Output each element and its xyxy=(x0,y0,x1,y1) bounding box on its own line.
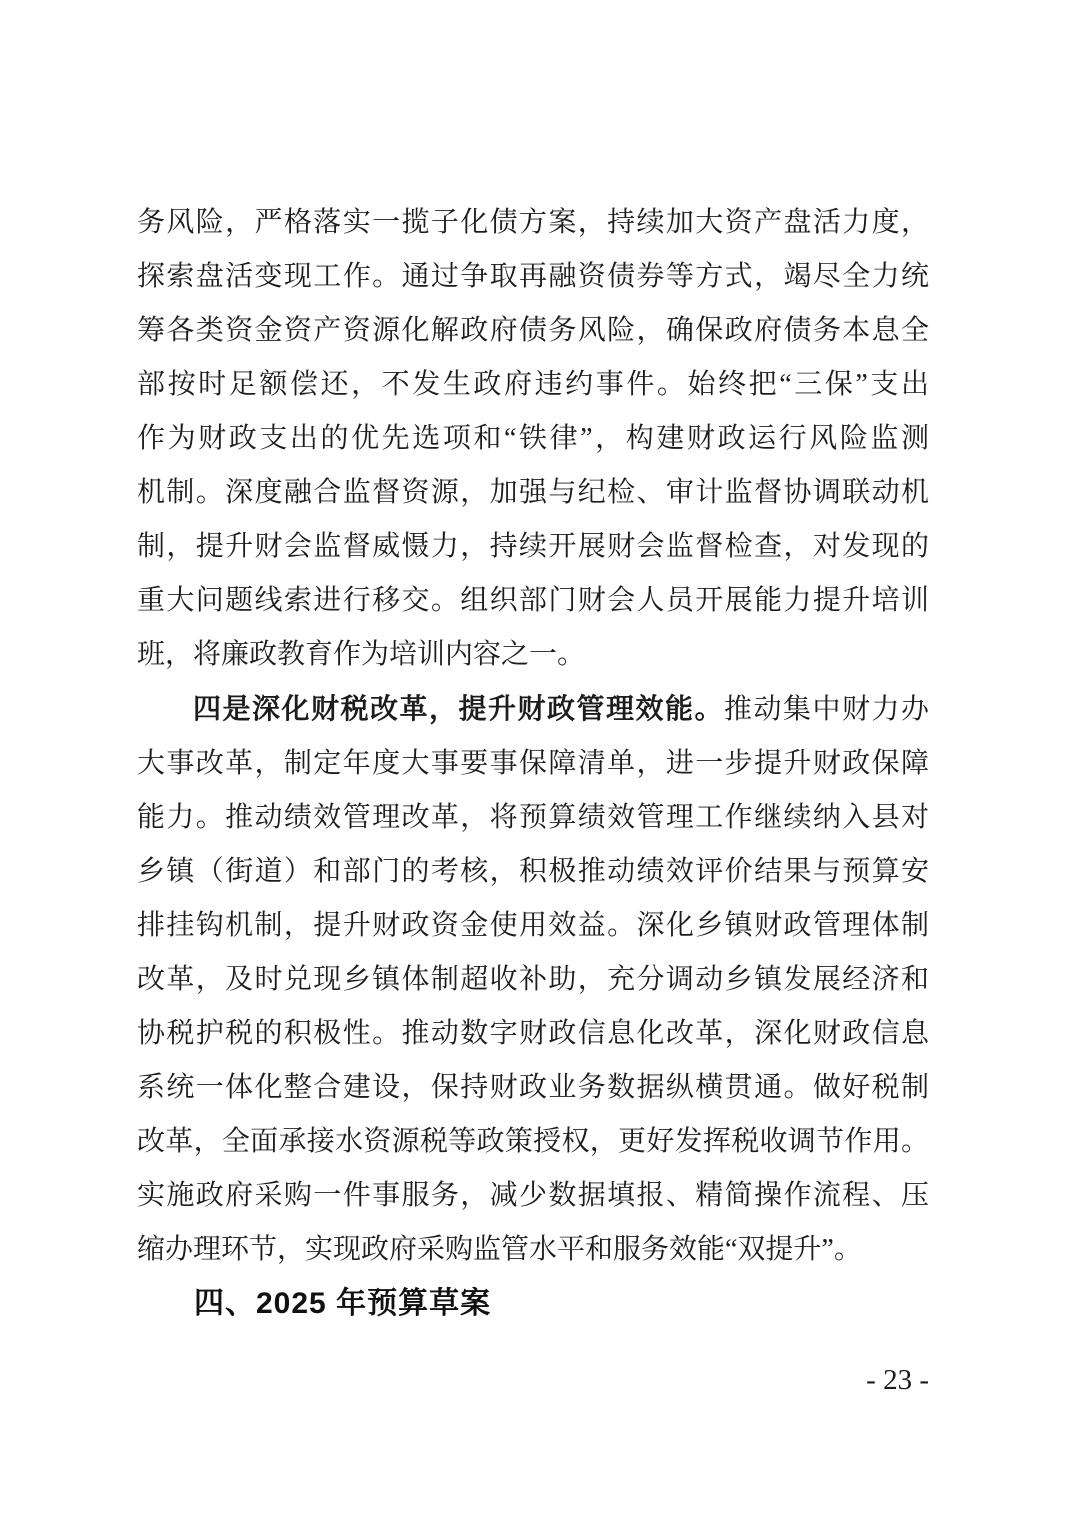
text-line: 班，将廉政教育作为培训内容之一。 xyxy=(137,639,586,670)
paragraph-fiscal-reform-lines xyxy=(137,737,929,1277)
text-line: 筹各类资金资产资源化解政府债务风险，确保政府债务本息全 xyxy=(137,315,929,346)
text-line: 实施政府采购一件事服务，减少数据填报、精简操作流程、压 xyxy=(137,1180,929,1211)
paragraph-lead-continuation: 推动集中财力办 xyxy=(723,694,929,725)
section-heading-text: 四、2025 年预算草案 xyxy=(194,1287,492,1320)
text-line: 改革，及时兑现乡镇体制超收补助，充分调动乡镇发展经济和 xyxy=(137,964,929,995)
paragraph-fiscal-reform xyxy=(137,682,929,1277)
text-line: 机制。深度融合监督资源，加强与纪检、审计监督协调联动机 xyxy=(137,477,929,508)
text-line: 制，提升财会监督威慑力，持续开展财会监督检查，对发现的 xyxy=(137,531,929,562)
text-line: 缩办理环节，实现政府采购监管水平和服务效能“双提升”。 xyxy=(137,1234,862,1265)
page-number: - 23 - xyxy=(866,1364,929,1396)
text-line: 重大问题线索进行移交。组织部门财会人员开展能力提升培训 xyxy=(137,585,929,616)
section-heading xyxy=(137,1277,929,1331)
document-body xyxy=(137,196,929,1331)
page-footer xyxy=(137,1362,929,1398)
text-line: 排挂钩机制，提升财政资金使用效益。深化乡镇财政管理体制 xyxy=(137,910,929,941)
text-line: 系统一体化整合建设，保持财政业务数据纵横贯通。做好税制 xyxy=(137,1072,929,1103)
text-line: 能力。推动绩效管理改革，将预算绩效管理工作继续纳入县对 xyxy=(137,802,929,833)
text-line: 大事改革，制定年度大事要事保障清单，进一步提升财政保障 xyxy=(137,748,929,779)
text-line: 乡镇（街道）和部门的考核，积极推动绩效评价结果与预算安 xyxy=(137,856,929,887)
paragraph-debt-risk xyxy=(137,196,929,682)
text-line: 务风险，严格落实一揽子化债方案，持续加大资产盘活力度， xyxy=(137,207,929,238)
text-line: 作为财政支出的优先选项和“铁律”，构建财政运行风险监测 xyxy=(137,423,929,454)
text-line: 部按时足额偿还，不发生政府违约事件。始终把“三保”支出 xyxy=(137,369,929,400)
text-line: 改革，全面承接水资源税等政策授权，更好发挥税收调节作用。 xyxy=(137,1126,929,1157)
text-line xyxy=(137,682,929,737)
paragraph-bold-lead: 四是深化财税改革，提升财政管理效能。 xyxy=(193,693,724,724)
text-line: 协税护税的积极性。推动数字财政信息化改革，深化财政信息 xyxy=(137,1018,929,1049)
text-line: 探索盘活变现工作。通过争取再融资债券等方式，竭尽全力统 xyxy=(137,261,929,292)
